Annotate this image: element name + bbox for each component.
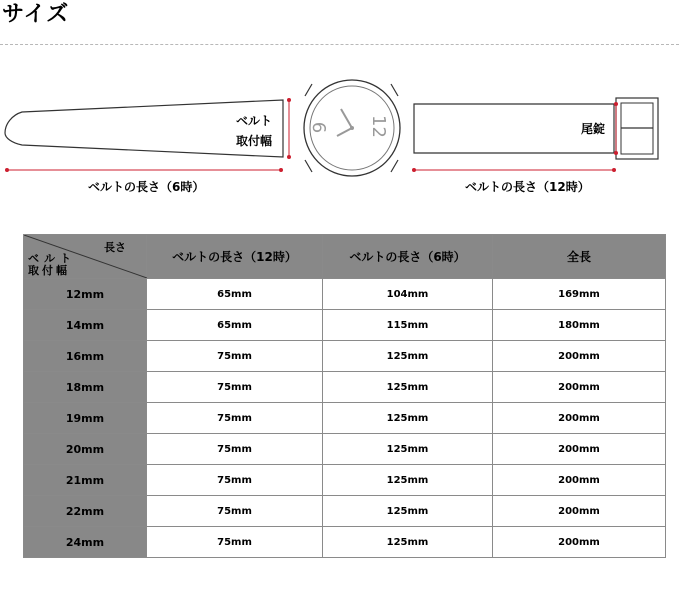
width-cell: 18mm <box>24 372 147 403</box>
table-row <box>24 279 666 310</box>
length-6-cell: 125mm <box>323 403 493 434</box>
width-marker-dot <box>614 151 618 155</box>
table-row <box>24 496 666 527</box>
length-12-label: ベルトの長さ（12時） <box>465 180 590 194</box>
watch-lug <box>305 84 312 96</box>
total-length-cell: 200mm <box>493 372 666 403</box>
length-6-cell: 125mm <box>323 465 493 496</box>
length-12-cell: 75mm <box>147 372 323 403</box>
table-row <box>24 341 666 372</box>
width-cell: 21mm <box>24 465 147 496</box>
width-cell: 16mm <box>24 341 147 372</box>
column-header: 全長 <box>493 235 666 279</box>
watch-lug <box>305 160 312 172</box>
length-12-cell: 75mm <box>147 434 323 465</box>
length-6-cell: 125mm <box>323 527 493 558</box>
length-marker-dot <box>612 168 616 172</box>
length-12-cell: 65mm <box>147 310 323 341</box>
size-table <box>23 234 666 558</box>
total-length-cell: 200mm <box>493 527 666 558</box>
total-length-cell: 180mm <box>493 310 666 341</box>
page-title: サイズ <box>2 2 70 27</box>
width-cell: 22mm <box>24 496 147 527</box>
width-marker-dot <box>287 155 291 159</box>
length-marker-dot <box>412 168 416 172</box>
length-12-cell: 75mm <box>147 496 323 527</box>
width-marker-dot <box>614 102 618 106</box>
table-row <box>24 403 666 434</box>
length-6-cell: 125mm <box>323 434 493 465</box>
length-6-cell: 125mm <box>323 496 493 527</box>
total-length-cell: 200mm <box>493 434 666 465</box>
width-cell: 20mm <box>24 434 147 465</box>
belt-width-label-1: ベルト <box>236 114 273 128</box>
table-header-row <box>24 235 666 279</box>
total-length-cell: 200mm <box>493 341 666 372</box>
dial-numeral-6: 6 <box>308 121 330 134</box>
length-6-label: ベルトの長さ（6時） <box>88 180 205 194</box>
length-marker-dot <box>5 168 9 172</box>
length-6-cell: 115mm <box>323 310 493 341</box>
table-row <box>24 310 666 341</box>
width-cell: 19mm <box>24 403 147 434</box>
hand-pin <box>350 126 354 130</box>
width-cell: 12mm <box>24 279 147 310</box>
width-cell: 14mm <box>24 310 147 341</box>
column-header: ベルトの長さ（12時） <box>147 235 323 279</box>
buckle-label: 尾錠 <box>581 122 606 136</box>
table-row <box>24 527 666 558</box>
belt-width-label-2: 取付幅 <box>236 134 273 148</box>
width-cell: 24mm <box>24 527 147 558</box>
length-6-cell: 104mm <box>323 279 493 310</box>
table-corner-cell <box>24 235 147 279</box>
table-row <box>24 434 666 465</box>
watch-lug <box>391 84 398 96</box>
total-length-cell: 200mm <box>493 465 666 496</box>
corner-length-label: 長さ <box>104 241 126 254</box>
table-row <box>24 372 666 403</box>
watch-lug <box>391 160 398 172</box>
total-length-cell: 200mm <box>493 403 666 434</box>
length-6-cell: 125mm <box>323 372 493 403</box>
column-header: ベルトの長さ（6時） <box>323 235 493 279</box>
total-length-cell: 200mm <box>493 496 666 527</box>
total-length-cell: 169mm <box>493 279 666 310</box>
length-marker-dot <box>279 168 283 172</box>
length-12-cell: 75mm <box>147 403 323 434</box>
width-marker-dot <box>287 98 291 102</box>
length-12-cell: 75mm <box>147 465 323 496</box>
length-12-cell: 65mm <box>147 279 323 310</box>
table-row <box>24 465 666 496</box>
corner-width-label-1: ベルト <box>28 252 76 265</box>
length-12-cell: 75mm <box>147 527 323 558</box>
corner-width-label-2: 取付幅 <box>28 264 70 277</box>
length-12-cell: 75mm <box>147 341 323 372</box>
length-6-cell: 125mm <box>323 341 493 372</box>
dial-numeral-12: 12 <box>367 115 389 138</box>
